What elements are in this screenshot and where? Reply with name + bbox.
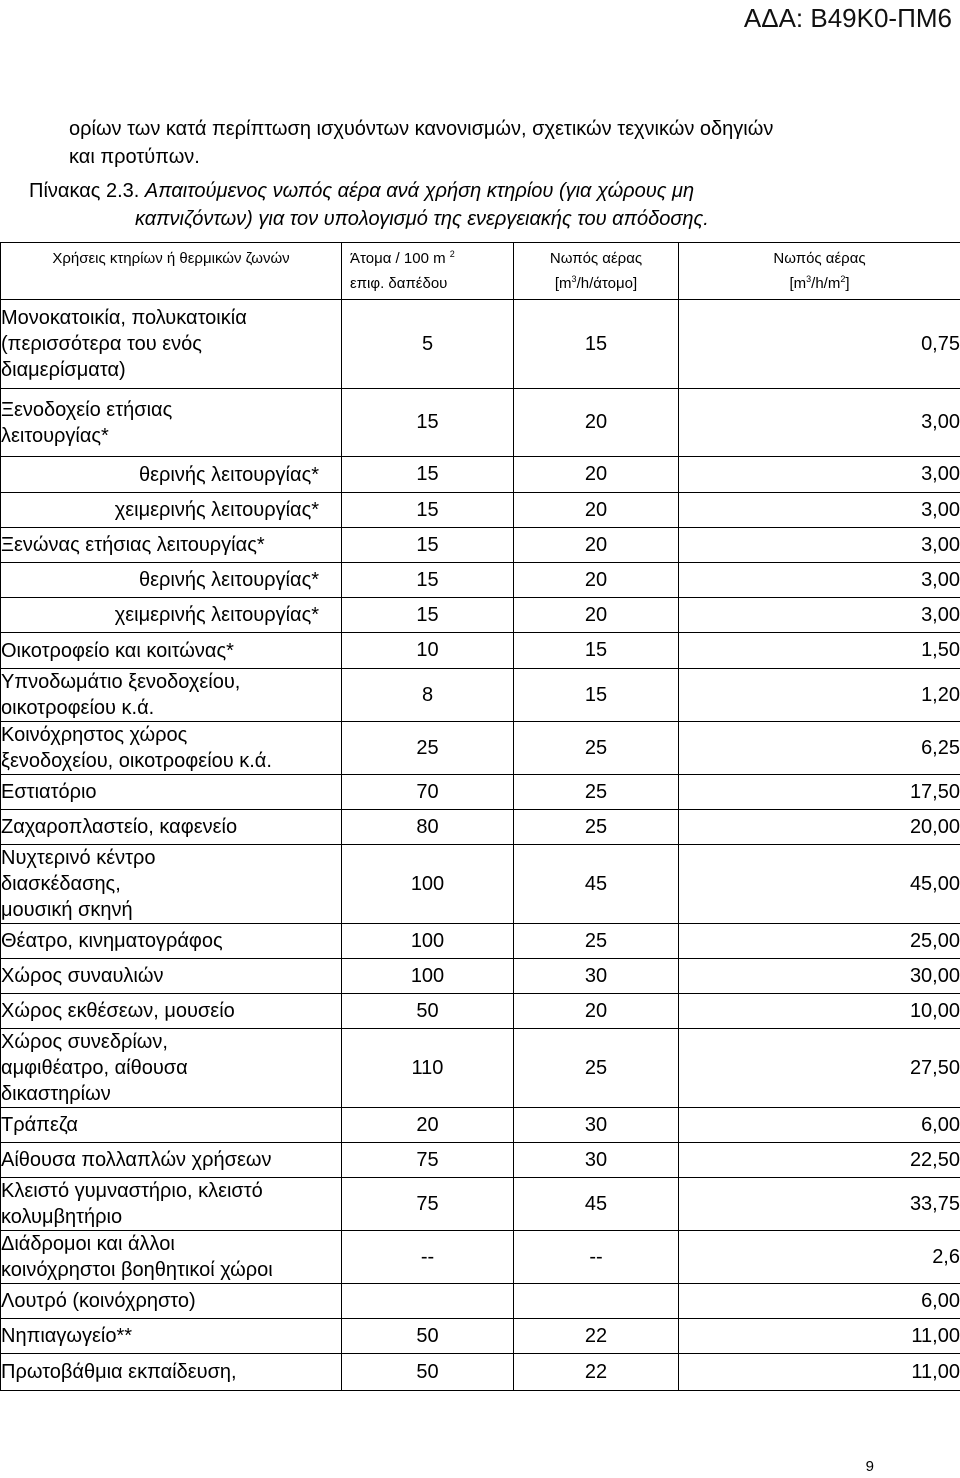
table-caption bbox=[29, 177, 929, 233]
cell-air-per-area: 0,75 bbox=[679, 300, 960, 389]
table-header-row bbox=[1, 243, 960, 300]
cell-air-per-area: 22,50 bbox=[679, 1143, 960, 1178]
table-row bbox=[1, 1231, 960, 1284]
cell-persons: 50 bbox=[342, 1354, 514, 1391]
cell-air-per-person: 30 bbox=[514, 1143, 679, 1178]
cell-use: Νυχτερινό κέντρο διασκέδασης, μουσική σκηνή bbox=[1, 845, 342, 924]
cell-air-per-area: 1,20 bbox=[679, 669, 960, 722]
cell-air-per-person: 25 bbox=[514, 722, 679, 775]
cell-persons: 20 bbox=[342, 1108, 514, 1143]
table-row bbox=[1, 1178, 960, 1231]
cell-air-per-person: -- bbox=[514, 1231, 679, 1284]
cell-air-per-area: 11,00 bbox=[679, 1354, 960, 1391]
cell-use: Θέατρο, κινηματογράφος bbox=[1, 924, 342, 959]
cell-air-per-person: 25 bbox=[514, 775, 679, 810]
table-row bbox=[1, 924, 960, 959]
cell-persons: 15 bbox=[342, 528, 514, 563]
header-air-per-person: Νωπός αέρας $[m^3/h/ά\tau o\mu o]$ bbox=[514, 243, 679, 300]
cell-air-per-person: 20 bbox=[514, 493, 679, 528]
cell-air-per-person: 30 bbox=[514, 959, 679, 994]
table-row bbox=[1, 1354, 960, 1391]
cell-air-per-area: 20,00 bbox=[679, 810, 960, 845]
cell-persons: 5 bbox=[342, 300, 514, 389]
cell-persons: 15 bbox=[342, 598, 514, 633]
cell-persons: 100 bbox=[342, 845, 514, 924]
cell-persons: 80 bbox=[342, 810, 514, 845]
cell-use: Χώρος συνεδρίων, αμφιθέατρο, αίθουσα δικαστηρίων bbox=[1, 1029, 342, 1108]
intro-paragraph bbox=[69, 115, 929, 171]
cell-air-per-area: 11,00 bbox=[679, 1319, 960, 1354]
cell-use: Τράπεζα bbox=[1, 1108, 342, 1143]
cell-air-per-area: 1,50 bbox=[679, 633, 960, 669]
cell-use: Ξενώνας ετήσιας λειτουργίας* bbox=[1, 528, 342, 563]
table-row bbox=[1, 493, 960, 528]
cell-persons: 8 bbox=[342, 669, 514, 722]
cell-air-per-area: 2,6 bbox=[679, 1231, 960, 1284]
table-row bbox=[1, 1143, 960, 1178]
cell-air-per-area: 3,00 bbox=[679, 389, 960, 457]
table-row bbox=[1, 669, 960, 722]
cell-persons: 100 bbox=[342, 959, 514, 994]
table-row bbox=[1, 1284, 960, 1319]
cell-use: Νηπιαγωγείο** bbox=[1, 1319, 342, 1354]
caption-title-line-1: Απαιτούμενος νωπός αέρα ανά χρήση κτηρίου (για χώρους μη bbox=[144, 180, 695, 202]
table-row bbox=[1, 598, 960, 633]
cell-air-per-person: 15 bbox=[514, 669, 679, 722]
table-row bbox=[1, 845, 960, 924]
cell-air-per-person: 20 bbox=[514, 389, 679, 457]
cell-air-per-person: 30 bbox=[514, 1108, 679, 1143]
table-row bbox=[1, 775, 960, 810]
cell-air-per-person bbox=[514, 1284, 679, 1319]
cell-use: θερινής λειτουργίας* bbox=[1, 457, 342, 493]
cell-persons: 100 bbox=[342, 924, 514, 959]
cell-air-per-person: 25 bbox=[514, 810, 679, 845]
cell-air-per-person: 22 bbox=[514, 1354, 679, 1391]
cell-air-per-area: 10,00 bbox=[679, 994, 960, 1029]
cell-use: Οικοτροφείο και κοιτώνας* bbox=[1, 633, 342, 669]
cell-air-per-area: 3,00 bbox=[679, 528, 960, 563]
cell-use: Κλειστό γυμναστήριο, κλειστό κολυμβητήριο bbox=[1, 1178, 342, 1231]
cell-air-per-area: 45,00 bbox=[679, 845, 960, 924]
cell-air-per-person: 25 bbox=[514, 924, 679, 959]
cell-persons: 15 bbox=[342, 563, 514, 598]
cell-air-per-area: 27,50 bbox=[679, 1029, 960, 1108]
cell-air-per-area: 6,00 bbox=[679, 1284, 960, 1319]
cell-air-per-area: 6,25 bbox=[679, 722, 960, 775]
caption-title-line-2: καπνιζόντων) για τον υπολογισμό της ενεργειακής του απόδοσης. bbox=[135, 208, 709, 230]
cell-air-per-area: 6,00 bbox=[679, 1108, 960, 1143]
table-row bbox=[1, 722, 960, 775]
cell-use: Λουτρό (κοινόχρηστο) bbox=[1, 1284, 342, 1319]
cell-air-per-area: 17,50 bbox=[679, 775, 960, 810]
cell-persons: 15 bbox=[342, 457, 514, 493]
cell-use: Ζαχαροπλαστείο, καφενείο bbox=[1, 810, 342, 845]
cell-air-per-person: 25 bbox=[514, 1029, 679, 1108]
cell-use: χειμερινής λειτουργίας* bbox=[1, 598, 342, 633]
cell-air-per-person: 20 bbox=[514, 457, 679, 493]
header-use: Χρήσεις κτηρίων ή θερμικών ζωνών bbox=[1, 243, 342, 300]
cell-air-per-person: 20 bbox=[514, 528, 679, 563]
header-air-per-area: Νωπός αέρας $[m^3/h/m^2]$ bbox=[679, 243, 960, 300]
caption-number: Πίνακας 2.3. bbox=[29, 180, 140, 202]
table-row bbox=[1, 1029, 960, 1108]
cell-persons: 15 bbox=[342, 493, 514, 528]
ada-code: ΑΔΑ: Β49Κ0-ΠΜ6 bbox=[743, 3, 952, 33]
table-row bbox=[1, 810, 960, 845]
cell-air-per-area: 3,00 bbox=[679, 563, 960, 598]
table-row bbox=[1, 633, 960, 669]
cell-air-per-person: 22 bbox=[514, 1319, 679, 1354]
cell-use: Χώρος συναυλιών bbox=[1, 959, 342, 994]
cell-air-per-person: 20 bbox=[514, 994, 679, 1029]
cell-persons: 75 bbox=[342, 1178, 514, 1231]
cell-use: Μονοκατοικία, πολυκατοικία (περισσότερα του ενός διαμερίσματα) bbox=[1, 300, 342, 389]
cell-use: θερινής λειτουργίας* bbox=[1, 563, 342, 598]
cell-persons: 75 bbox=[342, 1143, 514, 1178]
cell-persons: 70 bbox=[342, 775, 514, 810]
cell-persons: 10 bbox=[342, 633, 514, 669]
cell-air-per-area: 3,00 bbox=[679, 457, 960, 493]
cell-use: Ξενοδοχείο ετήσιας λειτουργίας* bbox=[1, 389, 342, 457]
table-row bbox=[1, 528, 960, 563]
cell-use: Πρωτοβάθμια εκπαίδευση, bbox=[1, 1354, 342, 1391]
cell-use: Εστιατόριο bbox=[1, 775, 342, 810]
cell-air-per-person: 20 bbox=[514, 563, 679, 598]
cell-air-per-person: 45 bbox=[514, 1178, 679, 1231]
cell-air-per-area: 3,00 bbox=[679, 598, 960, 633]
intro-line-2: και προτύπων. bbox=[69, 146, 200, 168]
cell-persons: 110 bbox=[342, 1029, 514, 1108]
table-row bbox=[1, 959, 960, 994]
cell-air-per-area: 25,00 bbox=[679, 924, 960, 959]
table-row bbox=[1, 300, 960, 389]
page-number: 9 bbox=[865, 1458, 874, 1475]
fresh-air-table bbox=[0, 242, 960, 1391]
table-row bbox=[1, 1319, 960, 1354]
table-row bbox=[1, 1108, 960, 1143]
cell-persons: 15 bbox=[342, 389, 514, 457]
cell-air-per-person: 20 bbox=[514, 598, 679, 633]
table-row bbox=[1, 994, 960, 1029]
cell-air-per-area: 33,75 bbox=[679, 1178, 960, 1231]
cell-air-per-person: 15 bbox=[514, 300, 679, 389]
cell-air-per-person: 45 bbox=[514, 845, 679, 924]
cell-use: χειμερινής λειτουργίας* bbox=[1, 493, 342, 528]
table-row bbox=[1, 389, 960, 457]
cell-air-per-area: 3,00 bbox=[679, 493, 960, 528]
cell-persons: 50 bbox=[342, 1319, 514, 1354]
cell-persons: 25 bbox=[342, 722, 514, 775]
cell-use: Χώρος εκθέσεων, μουσείο bbox=[1, 994, 342, 1029]
cell-use: Υπνοδωμάτιο ξενοδοχείου, οικοτροφείου κ.ά. bbox=[1, 669, 342, 722]
table-row bbox=[1, 457, 960, 493]
cell-use: Αίθουσα πολλαπλών χρήσεων bbox=[1, 1143, 342, 1178]
intro-line-1: ορίων των κατά περίπτωση ισχυόντων κανονισμών, σχετικών τεχνικών οδηγιών bbox=[69, 118, 774, 140]
header-persons: Άτομα / 100 m $^2$ επιφ. δαπέδου bbox=[342, 243, 514, 300]
cell-persons: -- bbox=[342, 1231, 514, 1284]
table-row bbox=[1, 563, 960, 598]
cell-air-per-area: 30,00 bbox=[679, 959, 960, 994]
cell-persons: 50 bbox=[342, 994, 514, 1029]
cell-air-per-person: 15 bbox=[514, 633, 679, 669]
cell-use: Διάδρομοι και άλλοι κοινόχρηστοι βοηθητικοί χώροι bbox=[1, 1231, 342, 1284]
cell-persons bbox=[342, 1284, 514, 1319]
cell-use: Κοινόχρηστος χώρος ξενοδοχείου, οικοτροφείου κ.ά. bbox=[1, 722, 342, 775]
